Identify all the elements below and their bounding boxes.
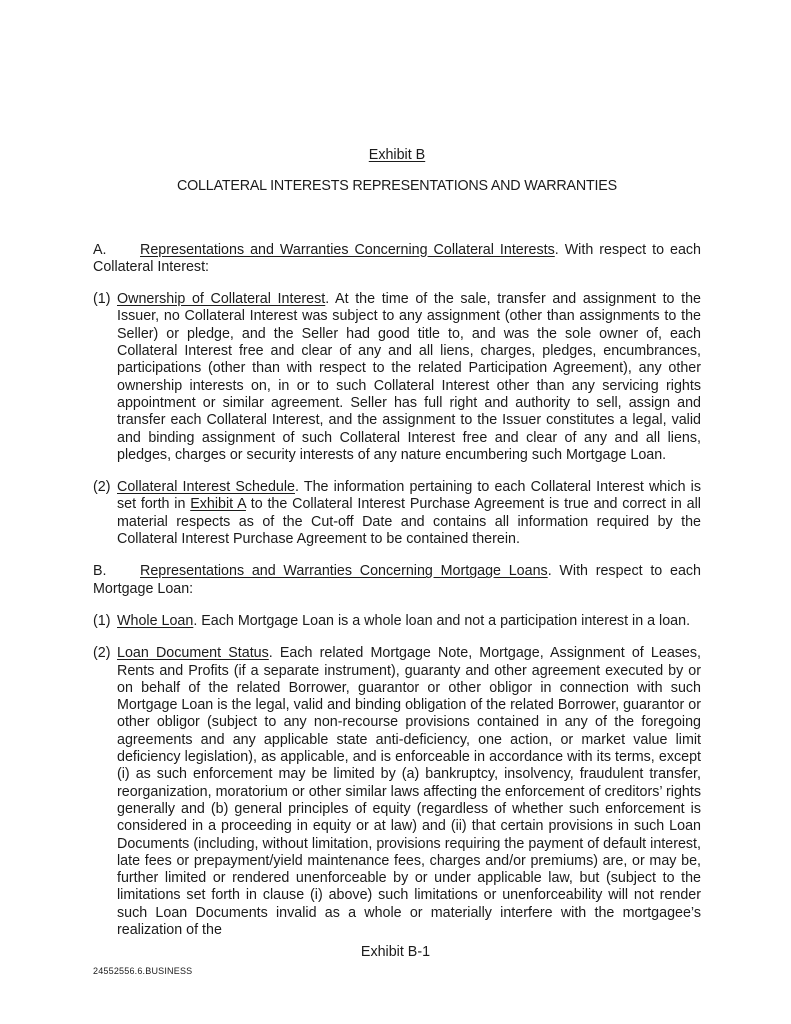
document-main-heading: COLLATERAL INTERESTS REPRESENTATIONS AND WARRANTIES xyxy=(177,178,617,195)
item-b1-body: . Each Mortgage Loan is a whole loan and not a participation interest in a loan. xyxy=(193,612,691,629)
item-b2-body: . Each related Mortgage Note, Mortgage, Assignment of Leases, Rents and Profits (if a separate instrument), guaranty and other agreement executed by or on behalf of the related Borrower, guarantor or other obligor in connection with such Mortgage Loan is the legal, valid and binding obligation of the related Borrower, guarantor or other obligor (subject to any non-recourse provisions contained in any of the foregoing agreements and any applicable state anti-deficiency, one action, or market value limit deficiency legislation), as applicable, and is enforceable in accordance with its terms, except (i) as such enforcement may be limited by (a) bankruptcy, insolvency, fraudulent transfer, reorganization, moratorium or other similar laws affecting the enforcement of creditors’ rights generally and (b) general principles of equity (regardless of whether such enforcement is considered in a proceeding in equity or at law) and (ii) that certain provisions in such Loan Documents (including, without limitation, provisions requiring the payment of default interest, late fees or prepayment/yield maintenance fees, charges and/or premiums) are, or may be, further limited or rendered unenforceable by or under applicable law, but (subject to the limitations set forth in clause (i) above) such limitations or unenforceability will not render such Loan Documents invalid as a whole or materially interfere with the mortgagee’s realization of the xyxy=(117,645,701,938)
item-a2-title: Collateral Interest Schedule xyxy=(117,479,295,496)
document-control-number: 24552556.6.BUSINESS xyxy=(93,966,193,976)
paragraph-a2-schedule xyxy=(93,479,701,548)
item-a2-body-pre: . The information pertaining to each Collateral Interest which is set forth in xyxy=(117,479,701,513)
section-b-heading xyxy=(93,563,701,598)
footer-page-label: Exhibit B-1 xyxy=(360,944,431,960)
document-body xyxy=(93,147,701,954)
section-b-label: B. xyxy=(93,563,107,580)
item-a2-number: (2) xyxy=(93,479,111,496)
exhibit-a-reference: Exhibit A xyxy=(190,496,246,513)
section-a-label: A. xyxy=(93,241,107,258)
paragraph-b1-whole-loan xyxy=(93,613,701,630)
item-b1-number: (1) xyxy=(93,612,111,629)
item-b1-title: Whole Loan xyxy=(117,612,194,629)
exhibit-title xyxy=(93,147,701,164)
item-a2-body-post: to the Collateral Interest Purchase Agreement is true and correct in all material respects as of the Cut-off Date and contains all information required by the Collateral Interest Purchase Agreement to be contained therein. xyxy=(117,496,701,548)
section-a-heading xyxy=(93,242,701,277)
section-a-title: Representations and Warranties Concerning Collateral Interests xyxy=(140,241,555,258)
item-b2-title: Loan Document Status xyxy=(117,645,269,662)
section-b-title: Representations and Warranties Concerning Mortgage Loans xyxy=(140,563,548,580)
paragraph-a1-ownership xyxy=(93,291,701,464)
item-a1-title: Ownership of Collateral Interest xyxy=(117,291,326,308)
section-b-intro: . With respect to each Mortgage Loan: xyxy=(93,563,701,597)
item-a1-number: (1) xyxy=(93,291,111,308)
section-a-intro: . With respect to each Collateral Interest: xyxy=(93,241,701,275)
item-a1-body: . At the time of the sale, transfer and assignment to the Issuer, no Collateral Interest was subject to any assignment (other than assignments to the Seller) or pledge, and the Seller had good title to, and was the sole owner of, each Collateral Interest free and clear of any and all liens, charges, pledges, encumbrances, participations (other than with respect to the related Participation Agreement), any other ownership interests on, in or to such Collateral Interest other than any servicing rights appointment or similar agreement. Seller has full right and authority to sell, assign and transfer each Collateral Interest, and the assignment to the Issuer constitutes a legal, valid and binding assignment of such Collateral Interest free and clear of any and all liens, pledges, charges or security interests of any nature encumbering such Mortgage Loan. xyxy=(117,291,701,463)
exhibit-title-text: Exhibit B xyxy=(368,147,426,163)
paragraph-b2-loan-document-status xyxy=(93,645,701,939)
item-b2-number: (2) xyxy=(93,645,111,662)
